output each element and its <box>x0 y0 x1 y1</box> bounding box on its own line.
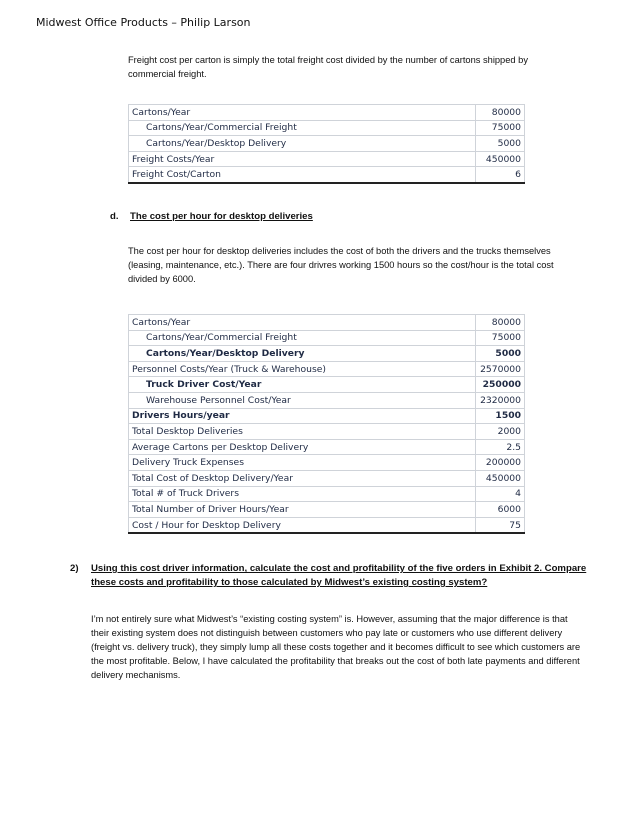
row-label: Personnel Costs/Year (Truck & Warehouse) <box>129 361 476 377</box>
row-value: 2.5 <box>476 439 525 455</box>
row-label: Cartons/Year/Commercial Freight <box>129 330 476 346</box>
row-label: Freight Costs/Year <box>129 151 476 167</box>
row-label: Warehouse Personnel Cost/Year <box>129 392 476 408</box>
table-row <box>129 361 525 377</box>
desktop-delivery-cost-table <box>128 314 525 534</box>
row-value: 4 <box>476 486 525 502</box>
row-label: Total Desktop Deliveries <box>129 424 476 440</box>
table-row <box>129 439 525 455</box>
row-value: 75000 <box>476 120 525 136</box>
row-label: Total # of Truck Drivers <box>129 486 476 502</box>
table-row <box>129 151 525 167</box>
table-row <box>129 330 525 346</box>
row-label: Cartons/Year <box>129 315 476 331</box>
row-label: Truck Driver Cost/Year <box>129 377 476 393</box>
row-value: 200000 <box>476 455 525 471</box>
question-2-heading <box>70 562 590 590</box>
row-value: 75000 <box>476 330 525 346</box>
row-value: 450000 <box>476 470 525 486</box>
table-row <box>129 120 525 136</box>
table-row <box>129 136 525 152</box>
row-value: 5000 <box>476 346 525 362</box>
row-label: Freight Cost/Carton <box>129 167 476 183</box>
section-d-heading <box>110 211 313 222</box>
row-value: 2570000 <box>476 361 525 377</box>
freight-cost-table <box>128 104 525 184</box>
table-row <box>129 377 525 393</box>
row-value: 80000 <box>476 315 525 331</box>
row-value: 1500 <box>476 408 525 424</box>
table-row <box>129 502 525 518</box>
row-label: Delivery Truck Expenses <box>129 455 476 471</box>
table-row <box>129 392 525 408</box>
table-row <box>129 486 525 502</box>
table-row <box>129 346 525 362</box>
row-value: 6000 <box>476 502 525 518</box>
row-value: 450000 <box>476 151 525 167</box>
row-label: Total Number of Driver Hours/Year <box>129 502 476 518</box>
question-2-paragraph: I’m not entirely sure what Midwest’s “existing costing system” is. However, assuming that the major difference is that their existing system does not distinguish between customers who pay late or customers who use different delivery (freight vs. delivery truck), they simply lump all these costs together and it becomes difficult to see which customers are the most profitable. Below, I have calculated the profitability that breaks out the cost of both late payments and different delivery mechanisms. <box>91 614 581 680</box>
row-value: 6 <box>476 167 525 183</box>
row-value: 250000 <box>476 377 525 393</box>
row-value: 2000 <box>476 424 525 440</box>
row-label: Cartons/Year <box>129 105 476 121</box>
table-row <box>129 408 525 424</box>
table-row <box>129 167 525 183</box>
section-d-paragraph: The cost per hour for desktop deliveries includes the cost of both the drivers and the trucks themselves (leasing, maintenance, etc.). There are four drivres working 1500 hours so the cost/hour is the total cost divided by 6000. <box>128 246 554 284</box>
table-row <box>129 105 525 121</box>
row-label: Cartons/Year/Desktop Delivery <box>129 346 476 362</box>
table-row <box>129 517 525 533</box>
table-row <box>129 470 525 486</box>
row-value: 80000 <box>476 105 525 121</box>
row-label: Total Cost of Desktop Delivery/Year <box>129 470 476 486</box>
row-value: 75 <box>476 517 525 533</box>
row-label: Cost / Hour for Desktop Delivery <box>129 517 476 533</box>
row-label: Drivers Hours/year <box>129 408 476 424</box>
row-value: 2320000 <box>476 392 525 408</box>
page-header: Midwest Office Products – Philip Larson <box>36 16 251 29</box>
intro-paragraph: Freight cost per carton is simply the total freight cost divided by the number of cartons shipped by commercial freight. <box>128 55 528 79</box>
row-label: Cartons/Year/Commercial Freight <box>129 120 476 136</box>
row-label: Average Cartons per Desktop Delivery <box>129 439 476 455</box>
table-row <box>129 315 525 331</box>
table-row <box>129 455 525 471</box>
row-value: 5000 <box>476 136 525 152</box>
row-label: Cartons/Year/Desktop Delivery <box>129 136 476 152</box>
section-d-title: The cost per hour for desktop deliveries <box>130 211 313 222</box>
question-2-marker: 2) <box>70 563 79 574</box>
section-d-marker: d. <box>110 211 119 222</box>
table-row <box>129 424 525 440</box>
question-2-title: Using this cost driver information, calculate the cost and profitability of the five orders in Exhibit 2. Compare these costs and profitability to those calculated by Midwest’s existing costing system? <box>91 563 587 588</box>
